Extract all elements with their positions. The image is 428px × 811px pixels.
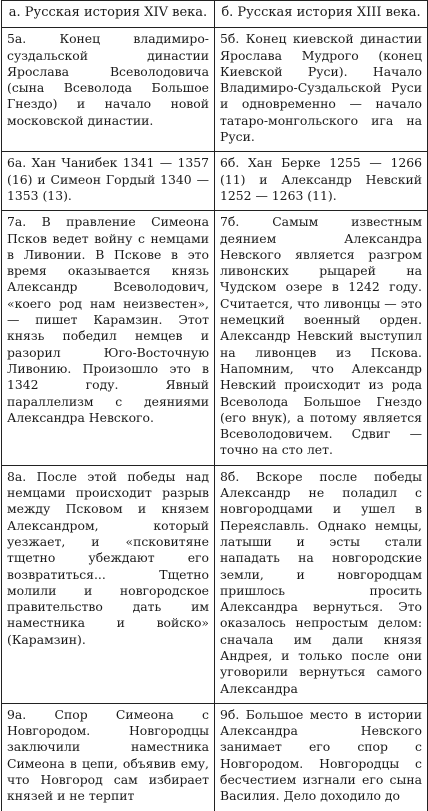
column-header-a: а. Русская история XIV века.: [2, 1, 215, 28]
cell-6a: 6а. Хан Чанибек 1341 — 1357 (16) и Симеон Гордый 1340 — 1353 (13).: [2, 152, 215, 211]
cell-5a: 5а. Конец владимиро-суздальской династии Ярослава Всеволодовича (сына Всеволода Большое Гнездо) и начало новой московской династии.: [2, 28, 215, 152]
cell-5b: 5б. Конец киевской династии Ярослава Мудрого (конец Киевской Руси). Начало Владимиро-Суздальской Руси и одновременно — начало татаро-монгольского ига на Руси.: [215, 28, 428, 152]
table-row: [2, 703, 428, 810]
cell-9b: 9б. Большое место в истории Александра Невского занимает его спор с Новгородом. Новгородцы с бесчестием изгнали его сына Василия. Дело доходило до: [215, 703, 428, 810]
cell-8a: 8а. После этой победы над немцами происходит разрыв между Псковом и князем Александром, который уезжает, и «псковитяне тщетно убеждают его возвратиться... Тщетно молили и новгородское правительство дать им наместника и войско» (Карамзин).: [2, 465, 215, 703]
table-header-row: [2, 1, 428, 28]
comparison-table: [1, 0, 428, 811]
table-row: [2, 211, 428, 465]
cell-7a: 7а. В правление Симеона Псков ведет войну с немцами в Ливонии. В Пскове в это время оказывается князь Александр Всеволодович, «коего род нам неизвестен», — пишет Карамзин. Этот князь победил немцев и разорил Юго-Восточную Ливонию. Произошло это в 1342 году. Явный параллелизм с деяниями Александра Невского.: [2, 211, 215, 465]
cell-9a: 9а. Спор Симеона с Новгородом. Новгородцы заключили наместника Симеона в цепи, объявив ему, что Новгород сам избирает князей и не терпит: [2, 703, 215, 810]
table-row: [2, 152, 428, 211]
table-row: [2, 28, 428, 152]
cell-6b: 6б. Хан Берке 1255 — 1266 (11) и Александр Невский 1252 — 1263 (11).: [215, 152, 428, 211]
cell-8b: 8б. Вскоре после победы Александр не поладил с новгородцами и ушел в Переяславль. Однако немцы, латыши и эсты стали нападать на новгородские земли, и новгородцам пришлось просить Александра вернуться. Это оказалось непростым делом: сначала им дали князя Андрея, и только после они уговорили вернуться самого Александра: [215, 465, 428, 703]
cell-7b: 7б. Самым известным деянием Александра Невского является разгром ливонских рыцарей на Чудском озере в 1242 году. Считается, что ливонцы — это немецкий военный орден. Александр Невский выступил на ливонцев из Пскова. Напомним, что Александр Невский происходит из рода Всеволода Большое Гнездо (его внук), а потому является Всеволодовичем. Сдвиг — точно на сто лет.: [215, 211, 428, 465]
column-header-b: б. Русская история XIII века.: [215, 1, 428, 28]
table-row: [2, 465, 428, 703]
